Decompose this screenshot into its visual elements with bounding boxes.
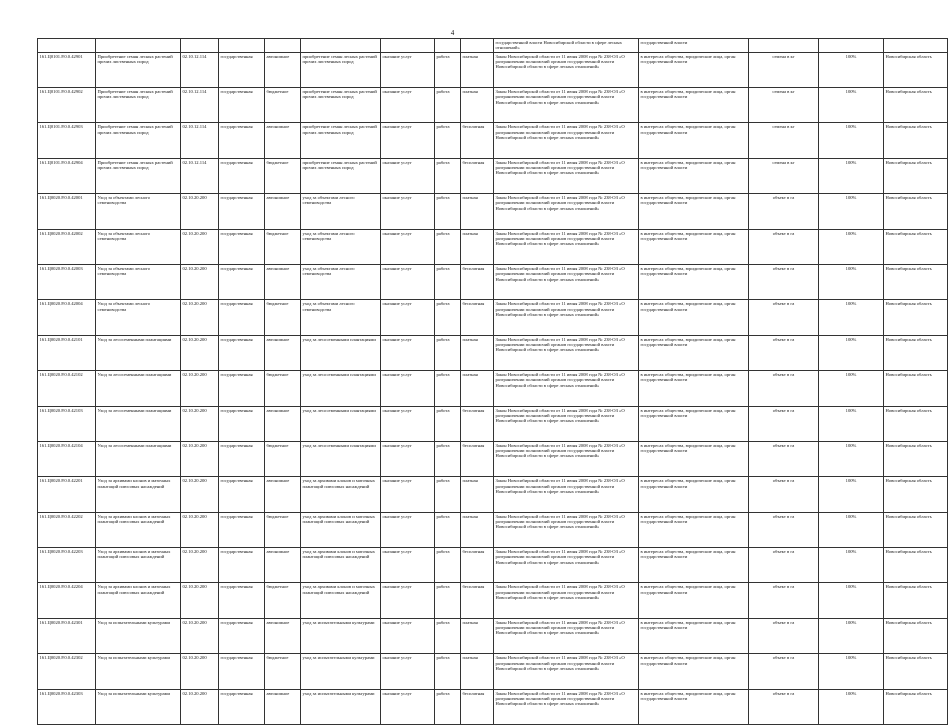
cell-law: Закон Новосибирской области от 11 июня 2008 года № 238-ОЗ «О разграничении полномочий органов государственной власти Новосибирской области в сфере лесных отношений» <box>494 158 639 193</box>
cell-share: 100% <box>819 583 884 618</box>
cell-code: 161.Ц0020.Р.0.0.42001 <box>38 194 96 229</box>
table-row <box>38 548 948 583</box>
cell-type: работа <box>435 583 461 618</box>
cell-unit: объект в га <box>749 583 819 618</box>
cell-content: уход за лесосеменными плантациями <box>301 335 381 370</box>
cell-share: 100% <box>819 194 884 229</box>
cell-owner: государственная <box>219 123 265 158</box>
cell-type: работа <box>435 229 461 264</box>
cell-type: работа <box>435 512 461 547</box>
registry-table-body <box>38 39 948 725</box>
cell-content: уход за архивами клонов и маточных плантаций плюсовых насаждений <box>301 583 381 618</box>
cell-unit: объект в га <box>749 689 819 724</box>
cell-name: Приобретение семян лесных растений прочих лиственных пород <box>96 52 181 87</box>
cell-region: Новосибирская область <box>884 406 948 441</box>
cell-okved: 02.10.20.200 <box>181 618 219 653</box>
cell-code: 161.Ц0020.Р.0.0.42303 <box>38 689 96 724</box>
cell-unit: объект в га <box>749 335 819 370</box>
continuation-row <box>38 39 948 53</box>
cell-code: 161.Ц0020.Р.0.0.42004 <box>38 300 96 335</box>
cell-okved: 02.10.20.200 <box>181 583 219 618</box>
cell-name: Уход за архивами клонов и маточных плантаций плюсовых насаждений <box>96 548 181 583</box>
cell-code: 161.Ц0020.Р.0.0.42203 <box>38 548 96 583</box>
cell-name: Приобретение семян лесных растений прочих лиственных пород <box>96 158 181 193</box>
cell-share: 100% <box>819 371 884 406</box>
cell-owner: государственная <box>219 512 265 547</box>
cell-owner: государственная <box>219 229 265 264</box>
cell-content: уход за объектами лесного семеноводства <box>301 194 381 229</box>
cell-form: оказание услуг <box>381 512 435 547</box>
cell-form: оказание услуг <box>381 689 435 724</box>
cell-law: Закон Новосибирской области от 11 июня 2008 года № 238-ОЗ «О разграничении полномочий органов государственной власти Новосибирской области в сфере лесных отношений» <box>494 52 639 87</box>
cell-benef: в интересах общества, юридические лица, орган государственной власти <box>639 583 749 618</box>
cell-owner: государственная <box>219 158 265 193</box>
cell-type: работа <box>435 87 461 122</box>
cell-inst: автономное <box>265 194 301 229</box>
table-row <box>38 689 948 724</box>
cell-benef: в интересах общества, юридические лица, орган государственной власти <box>639 158 749 193</box>
cell-region: Новосибирская область <box>884 689 948 724</box>
cell-owner: государственная <box>219 583 265 618</box>
cell-share: 100% <box>819 689 884 724</box>
cell-inst: бюджетное <box>265 512 301 547</box>
cell-name: Приобретение семян лесных растений прочих лиственных пород <box>96 123 181 158</box>
cell-okved: 02.10.20.200 <box>181 371 219 406</box>
table-row <box>38 87 948 122</box>
cell-form: оказание услуг <box>381 52 435 87</box>
table-row <box>38 158 948 193</box>
cell-share: 100% <box>819 548 884 583</box>
cell-okved: 02.10.20.200 <box>181 406 219 441</box>
cell-code: 161.Ц0101.Р.0.0.42901 <box>38 52 96 87</box>
cell-type: работа <box>435 371 461 406</box>
cell-law: Закон Новосибирской области от 11 июня 2008 года № 238-ОЗ «О разграничении полномочий органов государственной власти Новосибирской области в сфере лесных отношений» <box>494 229 639 264</box>
cell-content: уход за объектами лесного семеноводства <box>301 300 381 335</box>
cell-inst: бюджетное <box>265 229 301 264</box>
cell-law: Закон Новосибирской области от 11 июня 2008 года № 238-ОЗ «О разграничении полномочий органов государственной власти Новосибирской области в сфере лесных отношений» <box>494 583 639 618</box>
cell-content: приобретение семян лесных растений прочих лиственных пород <box>301 87 381 122</box>
cell-name: Уход за объектами лесного семеноводства <box>96 264 181 299</box>
cell-inst: бюджетное <box>265 158 301 193</box>
cell-form: оказание услуг <box>381 229 435 264</box>
cell-form: оказание услуг <box>381 406 435 441</box>
table-row <box>38 654 948 689</box>
cell-share: 100% <box>819 229 884 264</box>
table-row <box>38 300 948 335</box>
cell-inst: автономное <box>265 548 301 583</box>
cell-share: 100% <box>819 477 884 512</box>
cell-fee: платная <box>461 477 494 512</box>
table-row <box>38 335 948 370</box>
cell-law: Закон Новосибирской области от 11 июня 2008 года № 238-ОЗ «О разграничении полномочий органов государственной власти Новосибирской области в сфере лесных отношений» <box>494 548 639 583</box>
cell-region: Новосибирская область <box>884 548 948 583</box>
cell-benef: в интересах общества, юридические лица, орган государственной власти <box>639 689 749 724</box>
cell-code: 161.Ц0020.Р.0.0.42003 <box>38 264 96 299</box>
cell-code: 161.Ц0020.Р.0.0.42302 <box>38 654 96 689</box>
cell-code: 161.Ц0101.Р.0.0.42903 <box>38 123 96 158</box>
cell-unit: объект в га <box>749 618 819 653</box>
cell-region: Новосибирская область <box>884 264 948 299</box>
cell-name: Уход за испытательными культурами <box>96 654 181 689</box>
cell-benef: в интересах общества, юридические лица, орган государственной власти <box>639 123 749 158</box>
cell-type: работа <box>435 441 461 476</box>
cell-region: Новосибирская область <box>884 300 948 335</box>
cell-owner: государственная <box>219 654 265 689</box>
cell-type: работа <box>435 548 461 583</box>
cell-code: 161.Ц0020.Р.0.0.42202 <box>38 512 96 547</box>
cell-region: Новосибирская область <box>884 583 948 618</box>
cell-content: уход за объектами лесного семеноводства <box>301 264 381 299</box>
cell-fee: платная <box>461 654 494 689</box>
cell-okved: 02.10.20.200 <box>181 654 219 689</box>
cell-form: оказание услуг <box>381 158 435 193</box>
cell-code: 161.Ц0101.Р.0.0.42904 <box>38 158 96 193</box>
cell-okved: 02.10.20.200 <box>181 689 219 724</box>
cell-name: Уход за лесосеменными плантациями <box>96 406 181 441</box>
cell-benef: в интересах общества, юридические лица, орган государственной власти <box>639 264 749 299</box>
cell-form: оказание услуг <box>381 583 435 618</box>
cell-code: 161.Ц0101.Р.0.0.42902 <box>38 87 96 122</box>
cell-unit: семена в кг <box>749 123 819 158</box>
cell-form: оказание услуг <box>381 123 435 158</box>
cell-unit: семена в кг <box>749 158 819 193</box>
cell-region: Новосибирская область <box>884 477 948 512</box>
cell-law: Закон Новосибирской области от 11 июня 2008 года № 238-ОЗ «О разграничении полномочий органов государственной власти Новосибирской области в сфере лесных отношений» <box>494 689 639 724</box>
cell-content: уход за испытательными культурами <box>301 654 381 689</box>
cell-inst: автономное <box>265 123 301 158</box>
cell-type: работа <box>435 335 461 370</box>
cell-form: оказание услуг <box>381 264 435 299</box>
cell-unit: объект в га <box>749 548 819 583</box>
cell-name: Уход за лесосеменными плантациями <box>96 371 181 406</box>
cell-region: Новосибирская область <box>884 441 948 476</box>
cell-inst: бюджетное <box>265 371 301 406</box>
cell-form: оказание услуг <box>381 87 435 122</box>
cell-inst: автономное <box>265 689 301 724</box>
cell-content: уход за лесосеменными плантациями <box>301 371 381 406</box>
cell-form: оказание услуг <box>381 477 435 512</box>
cell-region: Новосибирская область <box>884 52 948 87</box>
cell-benef: в интересах общества, юридические лица, орган государственной власти <box>639 441 749 476</box>
cell-owner: государственная <box>219 194 265 229</box>
table-row <box>38 618 948 653</box>
cell-unit: семена в кг <box>749 52 819 87</box>
cell-owner: государственная <box>219 264 265 299</box>
continuation-law-cell: государственной власти Новосибирской области в сфере лесных отношений» <box>494 39 639 53</box>
cell-form: оказание услуг <box>381 618 435 653</box>
cell-inst: бюджетное <box>265 300 301 335</box>
cell-okved: 02.10.12.114 <box>181 123 219 158</box>
cell-law: Закон Новосибирской области от 11 июня 2008 года № 238-ОЗ «О разграничении полномочий органов государственной власти Новосибирской области в сфере лесных отношений» <box>494 477 639 512</box>
cell-inst: автономное <box>265 52 301 87</box>
table-row <box>38 123 948 158</box>
cell-content: уход за архивами клонов и маточных плантаций плюсовых насаждений <box>301 512 381 547</box>
cell-content: уход за архивами клонов и маточных плантаций плюсовых насаждений <box>301 548 381 583</box>
cell-fee: платная <box>461 229 494 264</box>
cell-region: Новосибирская область <box>884 371 948 406</box>
cell-type: работа <box>435 300 461 335</box>
cell-share: 100% <box>819 512 884 547</box>
cell-okved: 02.10.20.200 <box>181 194 219 229</box>
cell-law: Закон Новосибирской области от 11 июня 2008 года № 238-ОЗ «О разграничении полномочий органов государственной власти Новосибирской области в сфере лесных отношений» <box>494 87 639 122</box>
cell-unit: объект в га <box>749 264 819 299</box>
cell-name: Уход за архивами клонов и маточных плантаций плюсовых насаждений <box>96 583 181 618</box>
cell-okved: 02.10.12.114 <box>181 158 219 193</box>
cell-fee: платная <box>461 371 494 406</box>
cell-content: приобретение семян лесных растений прочих лиственных пород <box>301 52 381 87</box>
cell-name: Уход за архивами клонов и маточных плантаций плюсовых насаждений <box>96 512 181 547</box>
cell-fee: бесплатная <box>461 548 494 583</box>
cell-unit: объект в га <box>749 300 819 335</box>
cell-share: 100% <box>819 264 884 299</box>
cell-benef: в интересах общества, юридические лица, орган государственной власти <box>639 477 749 512</box>
cell-name: Уход за объектами лесного семеноводства <box>96 229 181 264</box>
cell-code: 161.Ц0020.Р.0.0.42002 <box>38 229 96 264</box>
cell-okved: 02.10.20.200 <box>181 477 219 512</box>
cell-share: 100% <box>819 654 884 689</box>
cell-content: уход за испытательными культурами <box>301 689 381 724</box>
cell-share: 100% <box>819 300 884 335</box>
cell-benef: в интересах общества, юридические лица, орган государственной власти <box>639 618 749 653</box>
cell-name: Уход за объектами лесного семеноводства <box>96 194 181 229</box>
cell-fee: платная <box>461 52 494 87</box>
cell-unit: объект в га <box>749 229 819 264</box>
cell-type: работа <box>435 123 461 158</box>
cell-region: Новосибирская область <box>884 194 948 229</box>
cell-region: Новосибирская область <box>884 335 948 370</box>
table-row <box>38 371 948 406</box>
cell-inst: бюджетное <box>265 87 301 122</box>
cell-type: работа <box>435 158 461 193</box>
cell-law: Закон Новосибирской области от 11 июня 2008 года № 238-ОЗ «О разграничении полномочий органов государственной власти Новосибирской области в сфере лесных отношений» <box>494 441 639 476</box>
cell-unit: объект в га <box>749 371 819 406</box>
cell-type: работа <box>435 52 461 87</box>
cell-share: 100% <box>819 87 884 122</box>
cell-type: работа <box>435 264 461 299</box>
cell-law: Закон Новосибирской области от 11 июня 2008 года № 238-ОЗ «О разграничении полномочий органов государственной власти Новосибирской области в сфере лесных отношений» <box>494 335 639 370</box>
cell-okved: 02.10.20.200 <box>181 548 219 583</box>
cell-share: 100% <box>819 335 884 370</box>
cell-name: Приобретение семян лесных растений прочих лиственных пород <box>96 87 181 122</box>
cell-owner: государственная <box>219 441 265 476</box>
cell-fee: платная <box>461 87 494 122</box>
cell-name: Уход за объектами лесного семеноводства <box>96 300 181 335</box>
cell-share: 100% <box>819 52 884 87</box>
cell-share: 100% <box>819 158 884 193</box>
cell-form: оказание услуг <box>381 371 435 406</box>
cell-unit: объект в га <box>749 194 819 229</box>
cell-okved: 02.10.20.200 <box>181 264 219 299</box>
table-row <box>38 264 948 299</box>
cell-okved: 02.10.20.200 <box>181 335 219 370</box>
cell-okved: 02.10.12.114 <box>181 87 219 122</box>
cell-owner: государственная <box>219 548 265 583</box>
cell-region: Новосибирская область <box>884 158 948 193</box>
cell-law: Закон Новосибирской области от 11 июня 2008 года № 238-ОЗ «О разграничении полномочий органов государственной власти Новосибирской области в сфере лесных отношений» <box>494 654 639 689</box>
cell-unit: объект в га <box>749 477 819 512</box>
cell-code: 161.Ц0020.Р.0.0.42102 <box>38 371 96 406</box>
cell-type: работа <box>435 618 461 653</box>
cell-unit: объект в га <box>749 406 819 441</box>
table-row <box>38 229 948 264</box>
cell-benef: в интересах общества, юридические лица, орган государственной власти <box>639 512 749 547</box>
cell-fee: платная <box>461 618 494 653</box>
cell-owner: государственная <box>219 300 265 335</box>
cell-type: работа <box>435 689 461 724</box>
table-row <box>38 194 948 229</box>
cell-fee: бесплатная <box>461 264 494 299</box>
registry-sheet <box>37 38 932 725</box>
cell-benef: в интересах общества, юридические лица, орган государственной власти <box>639 87 749 122</box>
cell-inst: автономное <box>265 618 301 653</box>
cell-law: Закон Новосибирской области от 11 июня 2008 года № 238-ОЗ «О разграничении полномочий органов государственной власти Новосибирской области в сфере лесных отношений» <box>494 123 639 158</box>
cell-benef: в интересах общества, юридические лица, орган государственной власти <box>639 52 749 87</box>
page-number: 4 <box>450 29 455 37</box>
cell-region: Новосибирская область <box>884 618 948 653</box>
cell-owner: государственная <box>219 52 265 87</box>
cell-share: 100% <box>819 406 884 441</box>
table-row <box>38 512 948 547</box>
cell-law: Закон Новосибирской области от 11 июня 2008 года № 238-ОЗ «О разграничении полномочий органов государственной власти Новосибирской области в сфере лесных отношений» <box>494 264 639 299</box>
cell-inst: автономное <box>265 406 301 441</box>
cell-share: 100% <box>819 123 884 158</box>
cell-code: 161.Ц0020.Р.0.0.42201 <box>38 477 96 512</box>
cell-share: 100% <box>819 441 884 476</box>
cell-form: оказание услуг <box>381 441 435 476</box>
cell-benef: в интересах общества, юридические лица, орган государственной власти <box>639 229 749 264</box>
cell-name: Уход за лесосеменными плантациями <box>96 441 181 476</box>
cell-code: 161.Ц0020.Р.0.0.42204 <box>38 583 96 618</box>
cell-inst: бюджетное <box>265 654 301 689</box>
cell-law: Закон Новосибирской области от 11 июня 2008 года № 238-ОЗ «О разграничении полномочий органов государственной власти Новосибирской области в сфере лесных отношений» <box>494 406 639 441</box>
cell-content: приобретение семян лесных растений прочих лиственных пород <box>301 123 381 158</box>
cell-inst: бюджетное <box>265 583 301 618</box>
cell-form: оказание услуг <box>381 548 435 583</box>
cell-owner: государственная <box>219 371 265 406</box>
cell-law: Закон Новосибирской области от 11 июня 2008 года № 238-ОЗ «О разграничении полномочий органов государственной власти Новосибирской области в сфере лесных отношений» <box>494 194 639 229</box>
cell-owner: государственная <box>219 477 265 512</box>
cell-benef: в интересах общества, юридические лица, орган государственной власти <box>639 371 749 406</box>
cell-name: Уход за испытательными культурами <box>96 689 181 724</box>
cell-code: 161.Ц0020.Р.0.0.42104 <box>38 441 96 476</box>
cell-benef: в интересах общества, юридические лица, орган государственной власти <box>639 300 749 335</box>
table-row <box>38 441 948 476</box>
cell-content: уход за лесосеменными плантациями <box>301 441 381 476</box>
cell-fee: бесплатная <box>461 441 494 476</box>
cell-law: Закон Новосибирской области от 11 июня 2008 года № 238-ОЗ «О разграничении полномочий органов государственной власти Новосибирской области в сфере лесных отношений» <box>494 300 639 335</box>
cell-fee: бесплатная <box>461 406 494 441</box>
cell-region: Новосибирская область <box>884 654 948 689</box>
cell-owner: государственная <box>219 87 265 122</box>
cell-law: Закон Новосибирской области от 11 июня 2008 года № 238-ОЗ «О разграничении полномочий органов государственной власти Новосибирской области в сфере лесных отношений» <box>494 618 639 653</box>
cell-inst: бюджетное <box>265 441 301 476</box>
cell-fee: бесплатная <box>461 123 494 158</box>
cell-okved: 02.10.20.200 <box>181 300 219 335</box>
cell-type: работа <box>435 406 461 441</box>
cell-benef: в интересах общества, юридические лица, орган государственной власти <box>639 194 749 229</box>
cell-form: оказание услуг <box>381 654 435 689</box>
cell-fee: платная <box>461 512 494 547</box>
cell-region: Новосибирская область <box>884 229 948 264</box>
cell-benef: в интересах общества, юридические лица, орган государственной власти <box>639 406 749 441</box>
cell-code: 161.Ц0020.Р.0.0.42301 <box>38 618 96 653</box>
cell-region: Новосибирская область <box>884 87 948 122</box>
cell-region: Новосибирская область <box>884 123 948 158</box>
cell-benef: в интересах общества, юридические лица, орган государственной власти <box>639 335 749 370</box>
cell-owner: государственная <box>219 618 265 653</box>
cell-type: работа <box>435 654 461 689</box>
cell-okved: 02.10.12.114 <box>181 52 219 87</box>
cell-content: уход за испытательными культурами <box>301 618 381 653</box>
cell-content: уход за лесосеменными плантациями <box>301 406 381 441</box>
cell-law: Закон Новосибирской области от 11 июня 2008 года № 238-ОЗ «О разграничении полномочий органов государственной власти Новосибирской области в сфере лесных отношений» <box>494 371 639 406</box>
cell-law: Закон Новосибирской области от 11 июня 2008 года № 238-ОЗ «О разграничении полномочий органов государственной власти Новосибирской области в сфере лесных отношений» <box>494 512 639 547</box>
cell-fee: платная <box>461 194 494 229</box>
cell-type: работа <box>435 477 461 512</box>
cell-unit: объект в га <box>749 441 819 476</box>
table-row <box>38 583 948 618</box>
cell-fee: бесплатная <box>461 583 494 618</box>
cell-inst: автономное <box>265 264 301 299</box>
cell-unit: семена в кг <box>749 87 819 122</box>
cell-form: оказание услуг <box>381 300 435 335</box>
cell-unit: объект в га <box>749 512 819 547</box>
cell-region: Новосибирская область <box>884 512 948 547</box>
cell-owner: государственная <box>219 406 265 441</box>
cell-owner: государственная <box>219 335 265 370</box>
cell-form: оказание услуг <box>381 194 435 229</box>
cell-name: Уход за лесосеменными плантациями <box>96 335 181 370</box>
cell-content: приобретение семян лесных растений прочих лиственных пород <box>301 158 381 193</box>
cell-content: уход за архивами клонов и маточных плантаций плюсовых насаждений <box>301 477 381 512</box>
cell-owner: государственная <box>219 689 265 724</box>
cell-type: работа <box>435 194 461 229</box>
cell-content: уход за объектами лесного семеноводства <box>301 229 381 264</box>
cell-unit: объект в га <box>749 654 819 689</box>
continuation-beneficiary-cell: государственной власти <box>639 39 749 53</box>
cell-share: 100% <box>819 618 884 653</box>
cell-fee: бесплатная <box>461 689 494 724</box>
cell-fee: платная <box>461 335 494 370</box>
cell-name: Уход за испытательными культурами <box>96 618 181 653</box>
cell-fee: бесплатная <box>461 300 494 335</box>
table-row <box>38 52 948 87</box>
cell-benef: в интересах общества, юридические лица, орган государственной власти <box>639 548 749 583</box>
cell-benef: в интересах общества, юридические лица, орган государственной власти <box>639 654 749 689</box>
cell-okved: 02.10.20.200 <box>181 512 219 547</box>
cell-code: 161.Ц0020.Р.0.0.42103 <box>38 406 96 441</box>
cell-inst: автономное <box>265 335 301 370</box>
cell-code: 161.Ц0020.Р.0.0.42101 <box>38 335 96 370</box>
registry-table <box>37 38 948 725</box>
cell-fee: бесплатная <box>461 158 494 193</box>
cell-okved: 02.10.20.200 <box>181 441 219 476</box>
cell-okved: 02.10.20.200 <box>181 229 219 264</box>
table-row <box>38 406 948 441</box>
cell-name: Уход за архивами клонов и маточных плантаций плюсовых насаждений <box>96 477 181 512</box>
table-row <box>38 477 948 512</box>
cell-inst: автономное <box>265 477 301 512</box>
cell-form: оказание услуг <box>381 335 435 370</box>
